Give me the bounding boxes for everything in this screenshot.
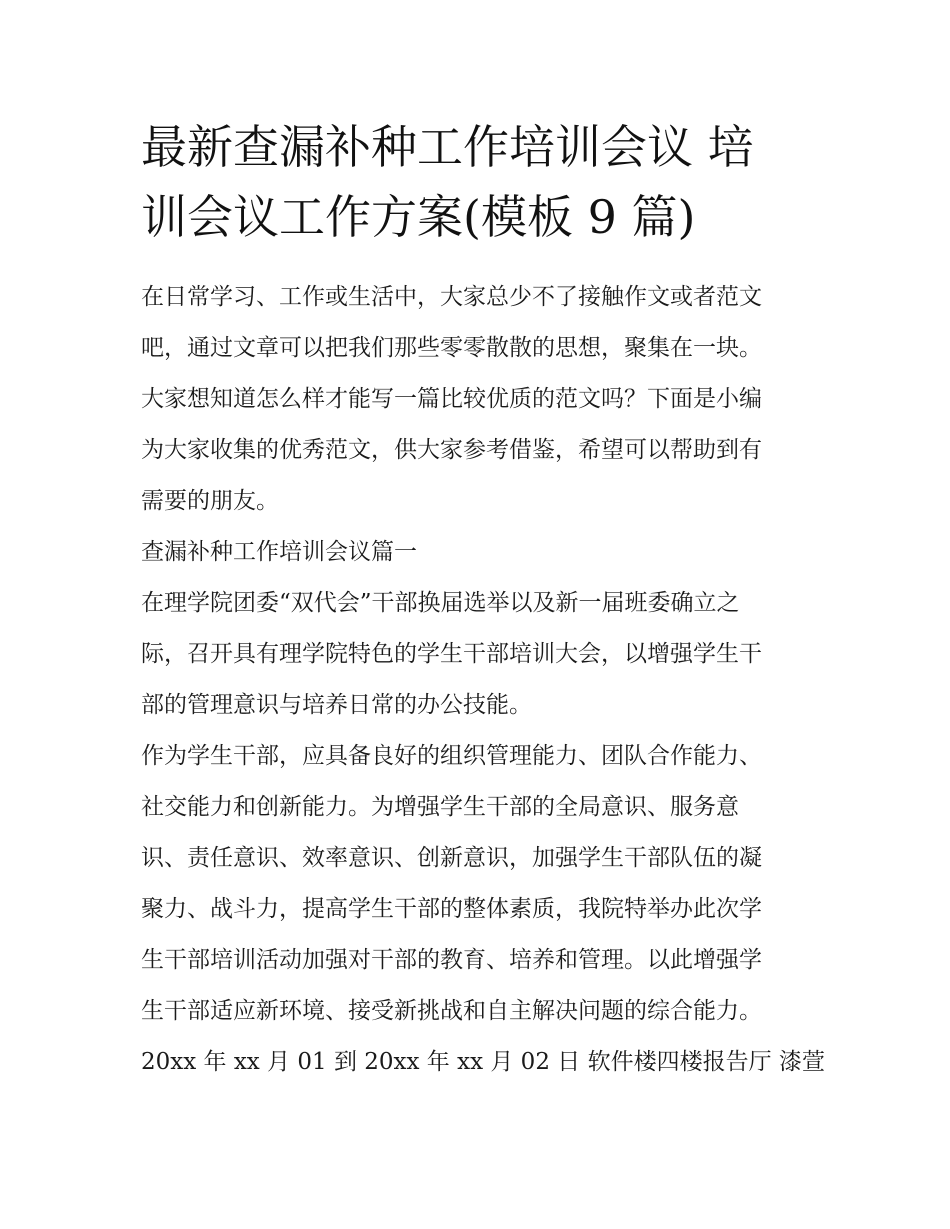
body-line: 生干部培训活动加强对干部的教育、培养和管理。以此增强学: [141, 947, 762, 973]
body-line: 需要的朋友。: [141, 488, 279, 514]
body-line: 吧，通过文章可以把我们那些零零散散的思想，聚集在一块。: [141, 335, 762, 361]
body-line: 社交能力和创新能力。为增强学生干部的全局意识、服务意: [141, 794, 739, 820]
body-line: 为大家收集的优秀范文，供大家参考借鉴，希望可以帮助到有: [141, 437, 762, 463]
title-line: 训会议工作方案(模板 9 篇): [141, 190, 696, 244]
body-line: 作为学生干部，应具备良好的组织管理能力、团队合作能力、: [141, 743, 762, 769]
body-line: 识、责任意识、效率意识、创新意识，加强学生干部队伍的凝: [141, 845, 762, 871]
body-line: 部的管理意识与培养日常的办公技能。: [141, 692, 532, 718]
body-line: 大家想知道怎么样才能写一篇比较优质的范文吗？下面是小编: [141, 386, 762, 412]
body-line: 聚力、战斗力，提高学生干部的整体素质，我院特举办此次学: [141, 896, 762, 922]
body-line: 生干部适应新环境、接受新挑战和自主解决问题的综合能力。: [141, 998, 762, 1024]
body-line: 在日常学习、工作或生活中，大家总少不了接触作文或者范文: [141, 284, 762, 310]
section-heading: 查漏补种工作培训会议篇一: [141, 539, 417, 565]
document-title-block: [141, 112, 821, 254]
body-line: 际，召开具有理学院特色的学生干部培训大会，以增强学生干: [141, 641, 762, 667]
title-line: 最新查漏补种工作培训会议 培: [141, 120, 754, 174]
document-title: [141, 112, 821, 252]
document-page: [141, 112, 825, 1088]
body-line: 在理学院团委“双代会”干部换届选举以及新一届班委确立之: [141, 590, 740, 616]
document-body: [141, 272, 825, 1088]
body-line: 20xx 年 xx 月 01 到 20xx 年 xx 月 02 日 软件楼四楼报告厅 漆萱: [141, 1049, 825, 1075]
